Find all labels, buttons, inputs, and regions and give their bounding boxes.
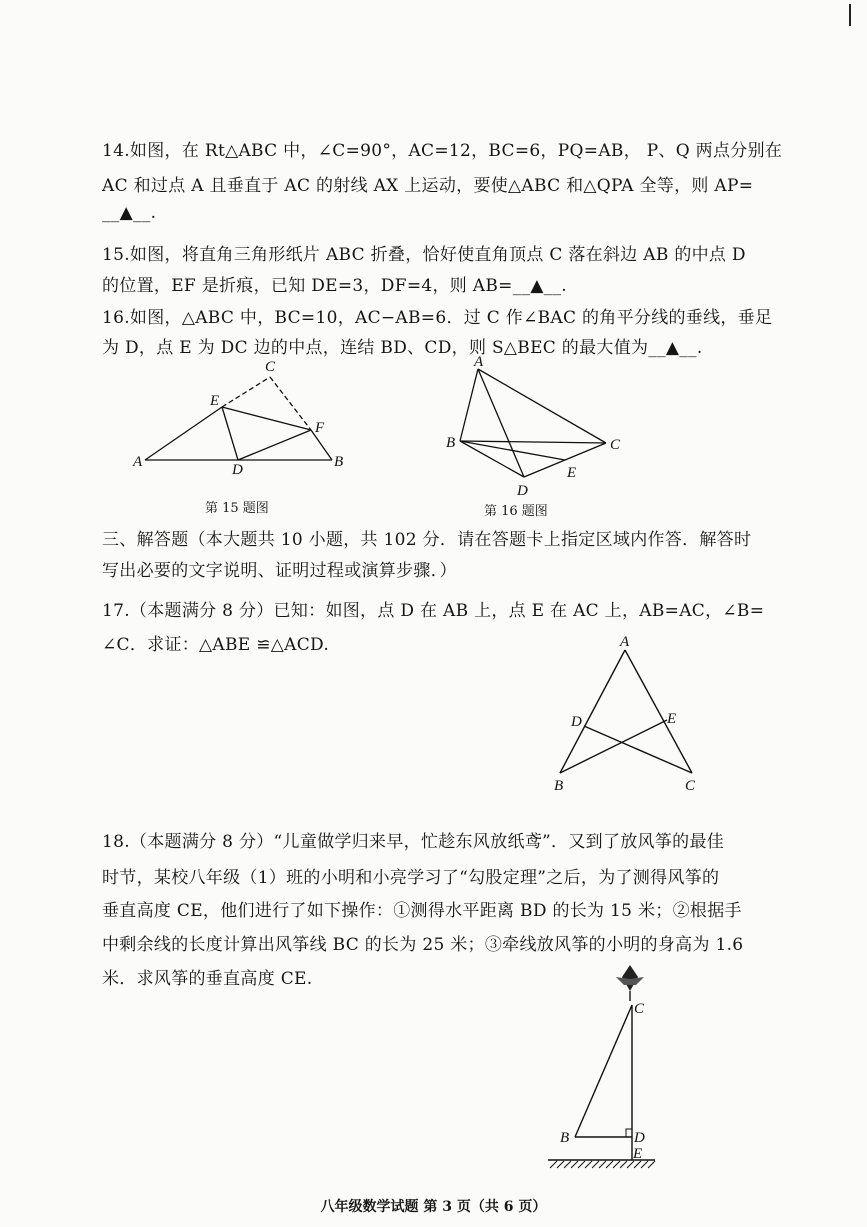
q14-answer-blank: __▲__. xyxy=(102,203,157,223)
q18-line5: 米．求风筝的垂直高度 CE. xyxy=(102,969,313,989)
fig17-label-d: D xyxy=(571,714,582,730)
q15-line2: 的位置，EF 是折痕，已知 DE=3，DF=4，则 AB=__▲__. xyxy=(102,276,567,296)
fig17-label-a: A xyxy=(620,634,630,650)
fig18-label-d: D xyxy=(634,1130,645,1146)
fig15-label-f: F xyxy=(315,420,325,436)
fig16-label-a: A xyxy=(474,355,484,370)
fig15-label-d: D xyxy=(232,462,243,478)
fig15-label-e: E xyxy=(210,393,220,409)
fig16-label-e: E xyxy=(567,465,577,481)
fig17-label-e: E xyxy=(667,711,677,727)
q18-line4: 中剩余线的长度计算出风筝线 BC 的长为 25 米；③牵线放风筝的小明的身高为 1.6 xyxy=(102,935,744,955)
fig15-caption: 第 15 题图 xyxy=(205,501,269,516)
figure-17 xyxy=(540,630,715,800)
q17-line2: ∠C．求证：△ABE ≌△ACD. xyxy=(102,635,330,655)
section3-line2: 写出必要的文字说明、证明过程或演算步骤．） xyxy=(102,561,457,581)
fig16-label-b: B xyxy=(446,435,456,451)
fig15-label-b: B xyxy=(334,454,344,470)
q16-line1: 16.如图，△ABC 中，BC=10，AC−AB=6．过 C 作∠BAC 的角平分线的垂线，垂足 xyxy=(102,308,773,328)
fig15-label-a: A xyxy=(133,454,143,470)
fig17-label-b: B xyxy=(554,778,564,794)
q15-line1: 15.如图，将直角三角形纸片 ABC 折叠，恰好使直角顶点 C 落在斜边 AB 的中点 D xyxy=(102,245,746,265)
fig18-label-c: C xyxy=(634,1001,645,1017)
fig17-label-c: C xyxy=(685,778,696,794)
q14-line1: 14.如图，在 Rt△ABC 中，∠C=90°，AC=12，BC=6，PQ=AB， P、Q 两点分别在 xyxy=(102,141,783,161)
q18-line1: 18.（本题满分 8 分）“儿童做学归来早，忙趁东风放纸鸢”．又到了放风筝的最佳 xyxy=(102,832,725,852)
q14-line2: AC 和过点 A 且垂直于 AC 的射线 AX 上运动，要使△ABC 和△QPA 全等，则 AP= xyxy=(102,176,754,196)
figure-16 xyxy=(440,355,640,500)
fig16-label-d: D xyxy=(517,483,528,499)
fig16-caption: 第 16 题图 xyxy=(484,504,548,519)
q16-line2: 为 D，点 E 为 DC 边的中点，连结 BD、CD，则 S△BEC 的最大值为__▲__. xyxy=(102,338,703,358)
section3-line1: 三、解答题（本大题共 10 小题，共 102 分．请在答题卡上指定区域内作答．解答时 xyxy=(102,530,752,550)
q17-line1: 17.（本题满分 8 分）已知：如图，点 D 在 AB 上，点 E 在 AC 上，AB=AC，∠B= xyxy=(102,601,765,621)
scan-edge-mark xyxy=(849,4,851,26)
kite-icon xyxy=(616,965,644,1001)
fig15-label-c: C xyxy=(265,359,276,375)
fig18-label-b: B xyxy=(560,1130,570,1146)
fig18-label-e: E xyxy=(633,1146,643,1162)
figure-18 xyxy=(540,955,670,1180)
q18-line2: 时节，某校八年级（1）班的小明和小亮学习了“勾股定理”之后，为了测得风筝的 xyxy=(102,868,720,888)
page-footer: 八年级数学试题 第 3 页（共 6 页） xyxy=(320,1199,547,1215)
fig16-label-c: C xyxy=(610,437,621,453)
q18-line3: 垂直高度 CE，他们进行了如下操作：①测得水平距离 BD 的长为 15 米；②根据手 xyxy=(102,901,742,921)
figure-15 xyxy=(130,355,350,480)
